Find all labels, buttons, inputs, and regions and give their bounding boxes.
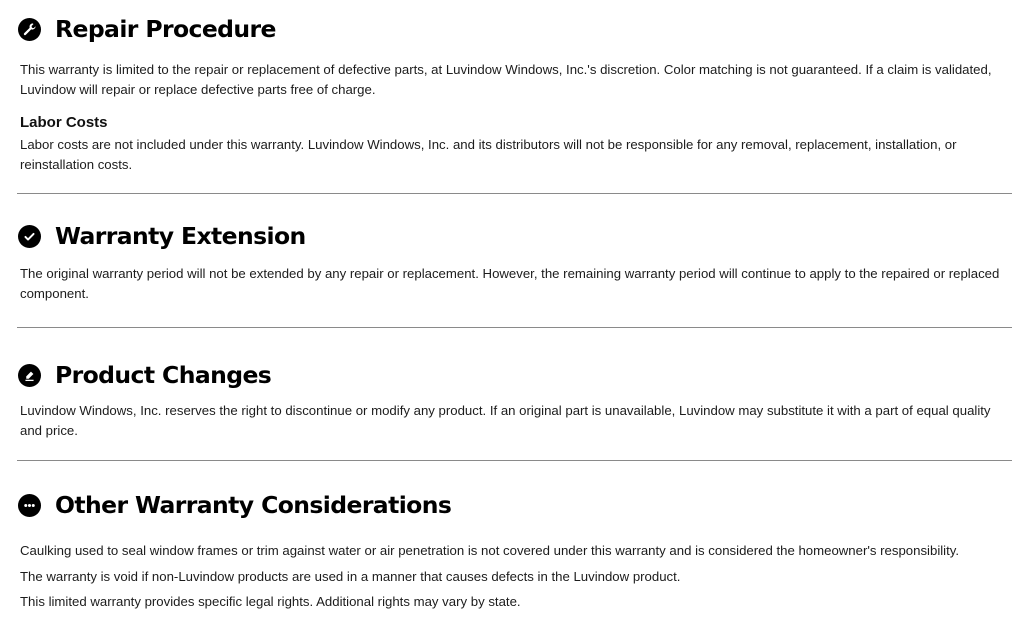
section-title: Repair Procedure — [55, 15, 276, 43]
section-divider — [17, 193, 1012, 194]
section-heading — [18, 358, 271, 392]
section-paragraph: Caulking used to seal window frames or trim against water or air penetration is not covered under this warranty and is considered the homeowner's responsibility. — [20, 543, 960, 558]
section-paragraph: This limited warranty provides specific legal rights. Additional rights may vary by state. — [20, 594, 521, 609]
more-icon — [18, 494, 41, 517]
section-paragraph: The warranty is void if non-Luvindow products are used in a manner that causes defects in the Luvindow product. — [20, 569, 681, 584]
subsection-title: Labor Costs — [20, 114, 108, 131]
check-icon — [18, 225, 41, 248]
section-heading — [18, 219, 306, 253]
section-divider — [17, 460, 1012, 461]
wrench-icon — [18, 18, 41, 41]
section-paragraph: This warranty is limited to the repair or replacement of defective parts, at Luvindow Windows, Inc.'s discretion. Color matching is not guaranteed. If a claim is validated, Luvindow will repair or replace defective parts free of charge. — [20, 62, 992, 97]
edit-icon — [18, 364, 41, 387]
subsection-paragraph: Labor costs are not included under this warranty. Luvindow Windows, Inc. and its distributors will not be responsible for any removal, replacement, installation, or reinstallation costs. — [20, 137, 957, 172]
section-heading — [18, 12, 276, 46]
section-paragraph: The original warranty period will not be extended by any repair or replacement. However, the remaining warranty period will continue to apply to the repaired or replaced component. — [20, 266, 1000, 301]
section-title: Other Warranty Considerations — [55, 491, 452, 519]
section-paragraph: Luvindow Windows, Inc. reserves the right to discontinue or modify any product. If an original part is unavailable, Luvindow may substitute it with a part of equal quality and price. — [20, 403, 991, 438]
section-title: Warranty Extension — [55, 222, 306, 250]
section-title: Product Changes — [55, 361, 272, 389]
section-heading — [18, 488, 451, 522]
section-divider — [17, 327, 1012, 328]
